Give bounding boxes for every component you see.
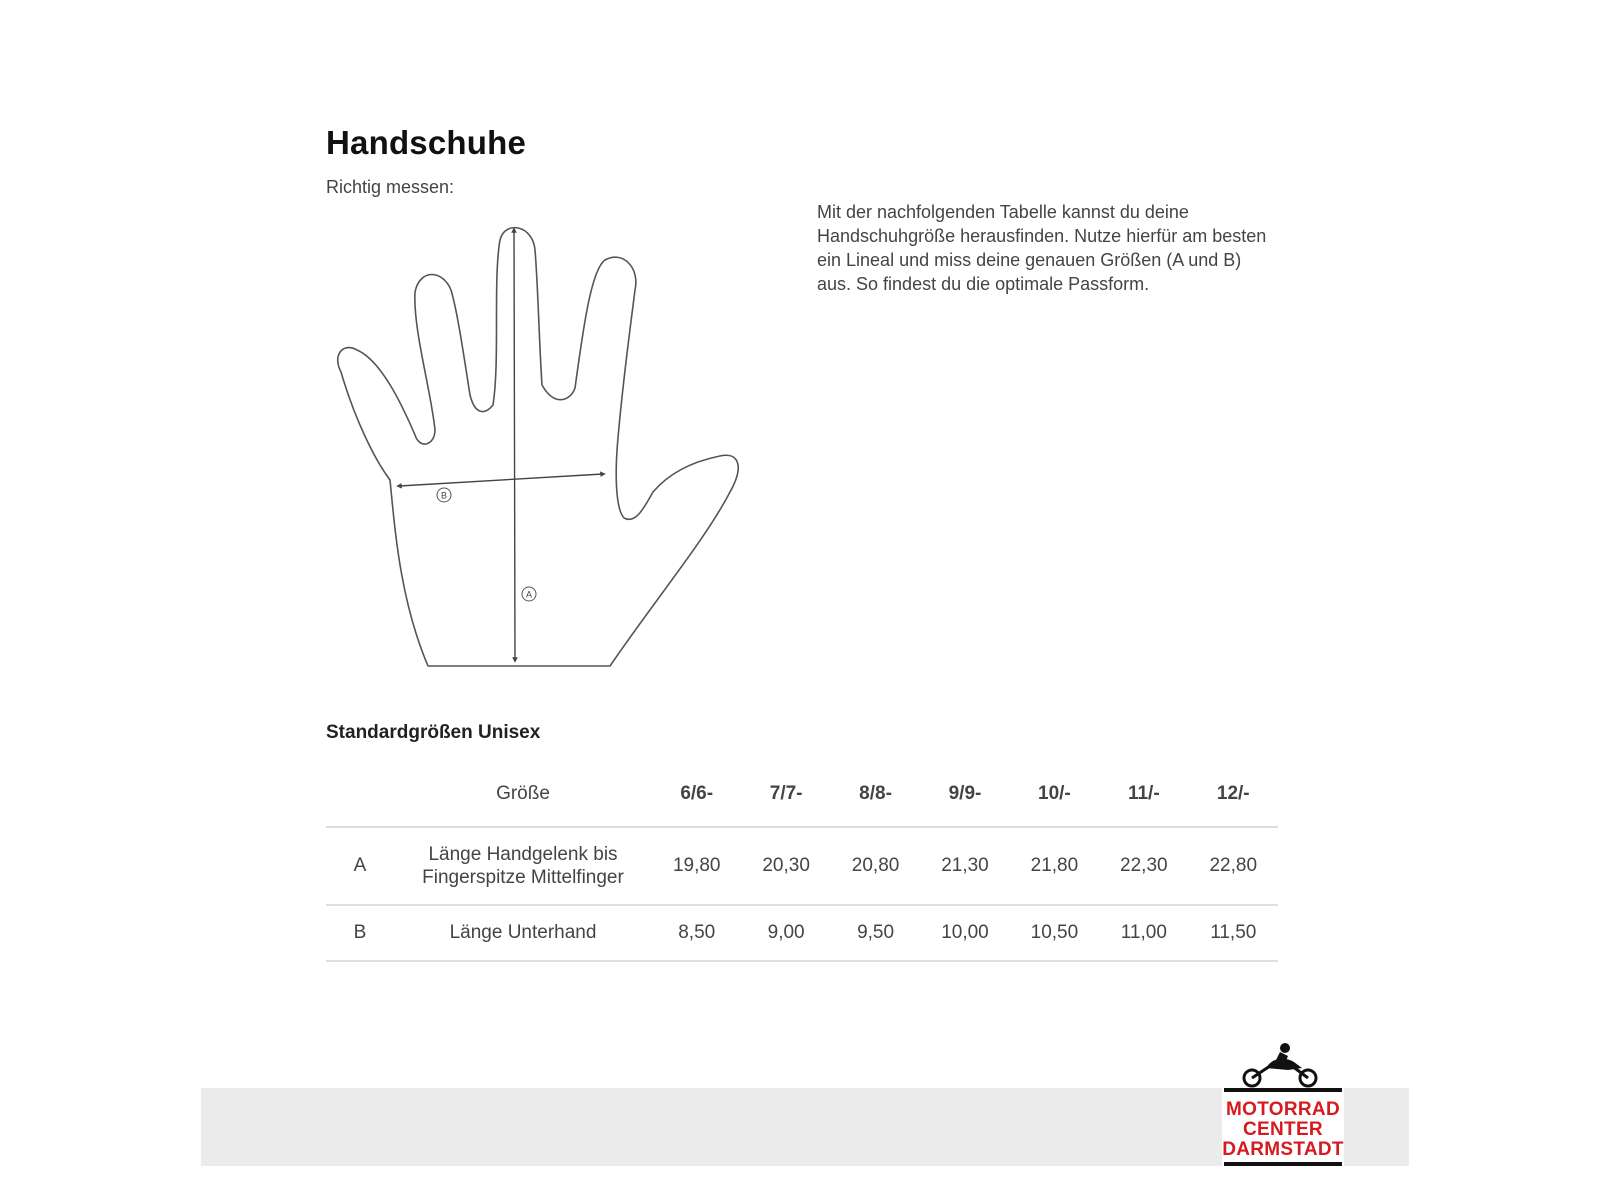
row-key: A	[326, 827, 394, 905]
row-label-line2: Fingerspitze Mittelfinger	[422, 867, 624, 888]
size-table-header-row	[326, 770, 1278, 827]
page-subtitle: Richtig messen:	[326, 177, 455, 197]
header-size-12: 12/-	[1189, 770, 1278, 827]
table-cell: 9,50	[831, 905, 920, 961]
hand-outline	[338, 228, 738, 666]
measurement-a-line	[514, 230, 515, 660]
marker-a-badge	[522, 587, 536, 601]
header-size-label: Größe	[394, 770, 652, 827]
table-cell: 21,80	[1010, 827, 1099, 905]
header-size-9: 9/9-	[920, 770, 1009, 827]
marker-b-badge	[437, 488, 451, 502]
page-title: Handschuhe	[326, 124, 527, 161]
intro-text: Mit der nachfolgenden Tabelle kannst du deine Handschuhgröße herausfinden. Nutze hierfür am besten ein Lineal und miss deine genauen Größen (A und B) aus. So findest du die optimale Passform.	[817, 202, 1267, 294]
hand-measurement-diagram	[335, 220, 765, 680]
header-size-10: 10/-	[1010, 770, 1099, 827]
header-size-11: 11/-	[1099, 770, 1188, 827]
table-cell: 11,50	[1189, 905, 1278, 961]
table-cell: 10,50	[1010, 905, 1099, 961]
table-row-b	[326, 905, 1278, 961]
table-cell: 22,30	[1099, 827, 1188, 905]
row-key: B	[326, 905, 394, 961]
marker-a-label: A	[525, 589, 533, 600]
header-size-6: 6/6-	[652, 770, 741, 827]
table-cell: 9,00	[741, 905, 830, 961]
logo-bottom-bar	[1224, 1162, 1342, 1166]
table-cell: 20,30	[741, 827, 830, 905]
table-row-a	[326, 827, 1278, 905]
header-key-cell	[326, 770, 394, 827]
row-label-line1: Länge Handgelenk bis	[428, 844, 618, 865]
header-size-8: 8/8-	[831, 770, 920, 827]
motorcycle-rider-icon	[1222, 1042, 1344, 1090]
table-cell: 22,80	[1189, 827, 1278, 905]
table-cell: 8,50	[652, 905, 741, 961]
marker-b-label: B	[440, 490, 448, 501]
row-label	[394, 827, 652, 905]
brand-logo	[1222, 1042, 1344, 1168]
logo-top-bar	[1224, 1088, 1342, 1092]
logo-line-darmstadt: DARMSTADT	[1222, 1139, 1344, 1160]
table-cell: 10,00	[920, 905, 1009, 961]
table-cell: 20,80	[831, 827, 920, 905]
logo-line-motorrad: MOTORRAD	[1226, 1099, 1340, 1120]
table-cell: 11,00	[1099, 905, 1188, 961]
logo-line-center: CENTER	[1243, 1119, 1323, 1140]
size-table-heading: Standardgrößen Unisex	[326, 722, 541, 743]
table-cell: 19,80	[652, 827, 741, 905]
table-cell: 21,30	[920, 827, 1009, 905]
header-size-7: 7/7-	[741, 770, 830, 827]
row-label: Länge Unterhand	[394, 905, 652, 961]
size-table	[326, 770, 1278, 962]
measurement-b-line	[399, 474, 603, 486]
